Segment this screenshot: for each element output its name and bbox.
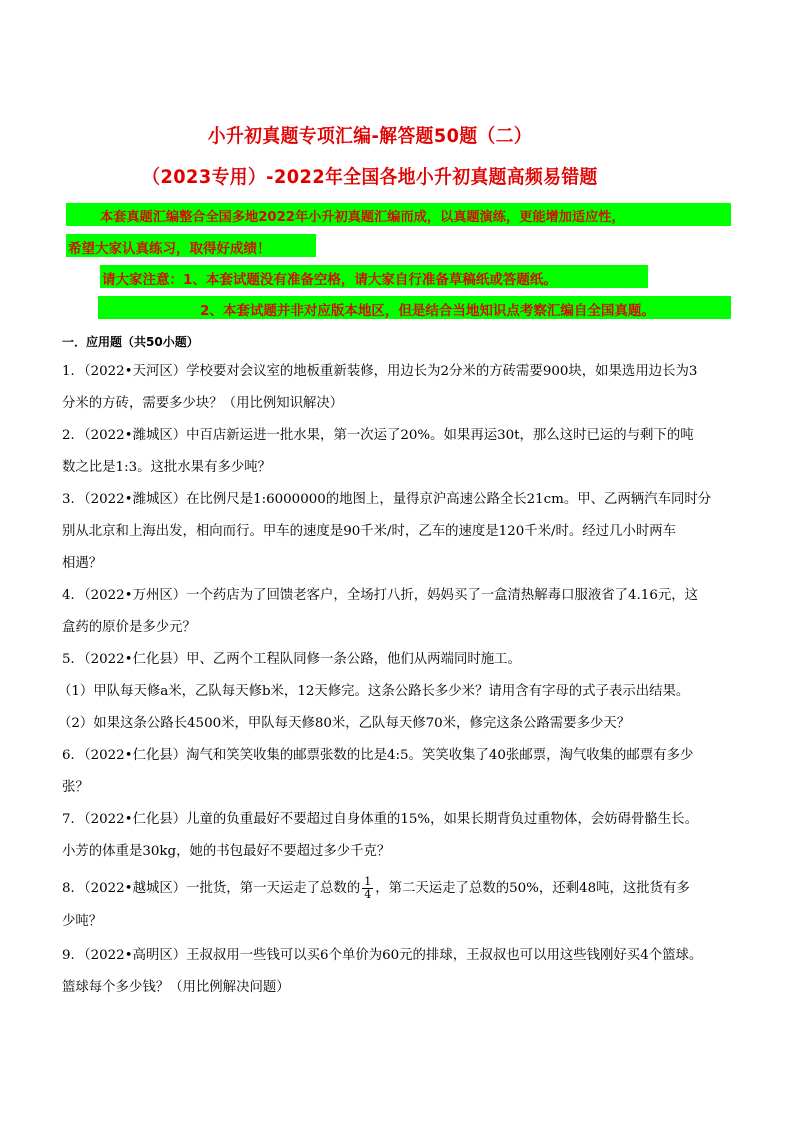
- question-8-text-b: ，第二天运走了总数的50%，还剩48吨，这批货有多: [375, 881, 690, 896]
- notice-line-4: 2、本套试题并非对应版本地区，但是结合当地知识点考察汇编自全国真题。: [200, 303, 655, 319]
- question-1-line-1: 1．（2022•天河区）学校要对会议室的地板重新装修，用边长为2分米的方砖需要900块，如果选用边长为3: [62, 364, 698, 379]
- question-3-line-1: 3．（2022•潍城区）在比例尺是1:6000000的地图上，量得京沪高速公路全长21cm。甲、乙两辆汽车同时分: [62, 492, 712, 507]
- question-6-line-2: 张？: [62, 780, 89, 795]
- question-7-line-1: 7．（2022•仁化县）儿童的负重最好不要超过自身体重的15%，如果长期背负过重物体，会妨碍骨骼生长。: [62, 812, 698, 827]
- notice-line-2: 希望大家认真练习，取得好成绩！: [68, 241, 271, 257]
- question-4-line-2: 盒药的原价是多少元？: [62, 620, 196, 635]
- question-8-line-1: [62, 876, 690, 901]
- question-5-line-2: （1）甲队每天修a米，乙队每天修b米，12天修完。这条公路长多少米？请用含有字母的式子表示出结果。: [58, 684, 690, 699]
- question-2-line-2: 数之比是1:3。这批水果有多少吨？: [62, 460, 272, 475]
- question-7-line-2: 小芳的体重是30kg，她的书包最好不要超过多少千克？: [62, 844, 391, 859]
- fraction-one-quarter: [362, 876, 373, 901]
- question-9-line-1: 9．（2022•高明区）王叔叔用一些钱可以买6个单价为60元的排球，王叔叔也可以用这些钱刚好买4个篮球。: [62, 948, 703, 963]
- question-9-line-2: 篮球每个多少钱？（用比例解决问题）: [62, 980, 290, 995]
- section-heading: 一．应用题（共50小题）: [62, 335, 199, 349]
- document-title: 小升初真题专项汇编-解答题50题（二）: [207, 125, 533, 147]
- question-2-line-1: 2．（2022•潍城区）中百店新运进一批水果，第一次运了20%。如果再运30t，那么这时已运的与剩下的吨: [62, 428, 694, 443]
- question-3-line-2: 别从北京和上海出发，相向而行。甲车的速度是90千米/时，乙车的速度是120千米/时。经过几小时两车: [62, 524, 677, 539]
- question-8-text-a: 8．（2022•越城区）一批货，第一天运走了总数的: [62, 881, 361, 896]
- question-1-line-2: 分米的方砖，需要多少块？（用比例知识解决）: [62, 396, 344, 411]
- document-subtitle: （2023专用）-2022年全国各地小升初真题高频易错题: [142, 166, 598, 188]
- notice-line-3: 请大家注意：1、本套试题没有准备空格，请大家自行准备草稿纸或答题纸。: [102, 272, 557, 288]
- question-6-line-1: 6．（2022•仁化县）淘气和笑笑收集的邮票张数的比是4:5。笑笑收集了40张邮票，淘气收集的邮票有多少: [62, 748, 694, 763]
- question-8-line-2: 少吨？: [62, 914, 103, 929]
- question-4-line-1: 4．（2022•万州区）一个药店为了回馈老客户，全场打八折，妈妈买了一盒清热解毒口服液省了4.16元，这: [62, 588, 699, 603]
- fraction-numerator: 1: [364, 875, 372, 888]
- question-3-line-3: 相遇？: [62, 556, 103, 571]
- notice-line-1: 本套真题汇编整合全国多地2022年小升初真题汇编而成，以真题演练，更能增加适应性，: [100, 210, 625, 225]
- question-5-line-3: （2）如果这条公路长4500米，甲队每天修80米，乙队每天修70米，修完这条公路需要多少天？: [58, 716, 631, 731]
- fraction-denominator: 4: [364, 888, 372, 901]
- question-5-line-1: 5．（2022•仁化县）甲、乙两个工程队同修一条公路，他们从两端同时施工。: [62, 652, 521, 667]
